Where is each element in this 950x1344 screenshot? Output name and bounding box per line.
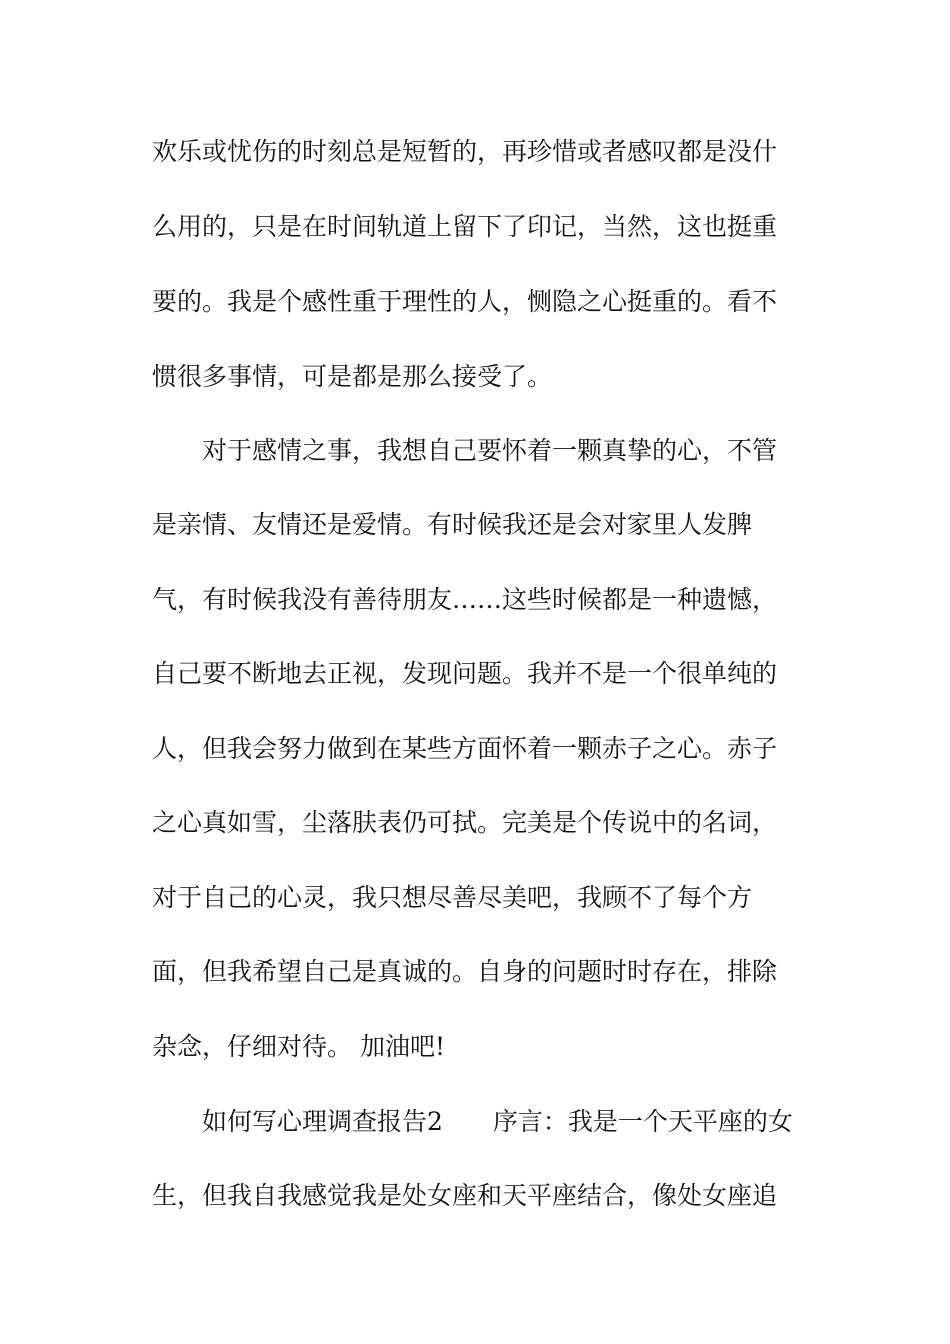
text-line: 生，但我自我感觉我是处女座和天平座结合，像处女座追: [152, 1181, 778, 1210]
text-line: 面，但我希望自己是真诚的。自身的问题时时存在，排除: [152, 957, 778, 986]
text-line: 人，但我会努力做到在某些方面怀着一颗赤子之心。赤子: [152, 734, 778, 763]
text-line: 么用的，只是在时间轨道上留下了印记，当然，这也挺重: [152, 212, 778, 241]
text-line: 惯很多事情，可是都是那么接受了。: [152, 362, 553, 391]
text-line: 要的。我是个感性重于理性的人，恻隐之心挺重的。看不: [152, 287, 778, 316]
text-line: 杂念，仔细对待。 加油吧!: [152, 1032, 445, 1061]
paragraph-first-line: 对于感情之事，我想自己要怀着一颗真挚的心，不管: [202, 436, 778, 465]
text-line: 气，有时候我没有善待朋友……这些时候都是一种遗憾，: [152, 585, 778, 614]
text-line: 欢乐或忧伤的时刻总是短暂的，再珍惜或者感叹都是没什: [152, 137, 778, 166]
text-line: 是亲情、友情还是爱情。有时候我还是会对家里人发脾: [152, 510, 753, 539]
paragraph-first-line: 如何写心理调查报告2 序言：我是一个天平座的女: [202, 1107, 793, 1136]
text-line: 对于自己的心灵，我只想尽善尽美吧，我顾不了每个方: [152, 883, 753, 912]
text-line: 自己要不断地去正视，发现问题。我并不是一个很单纯的: [152, 659, 778, 688]
text-line: 之心真如雪，尘落肤表仍可拭。完美是个传说中的名词，: [152, 808, 778, 837]
